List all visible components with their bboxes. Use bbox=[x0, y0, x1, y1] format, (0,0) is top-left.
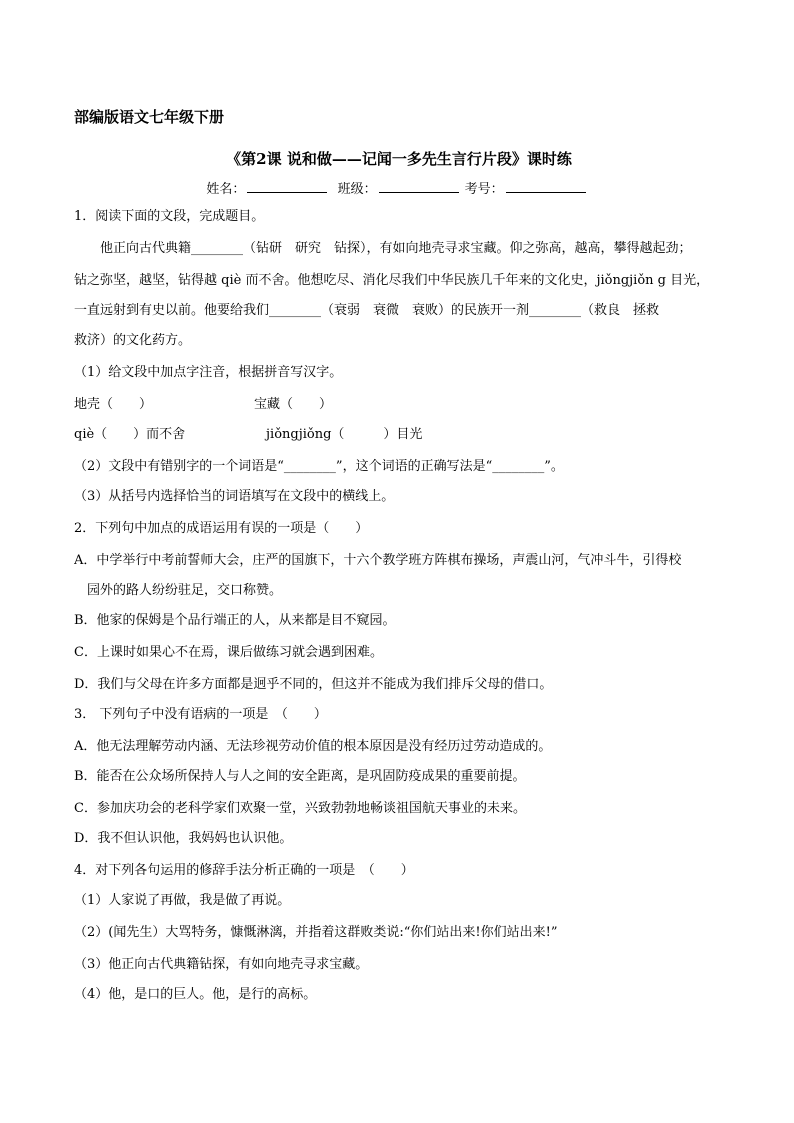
class-label: 班级： bbox=[337, 182, 377, 197]
q1-row2 bbox=[74, 426, 724, 444]
exam-label: 考号： bbox=[464, 182, 504, 197]
q1-sub3: （3）从括号内选择恰当的词语填写在文段中的横线上。 bbox=[74, 489, 395, 504]
q3-stem: 3． 下列句子中没有语病的一项是 （ ） bbox=[74, 707, 327, 722]
row1-left: 地壳（ ） bbox=[74, 397, 153, 412]
q3-option-a: A．他无法理解劳动内涵、无法珍视劳动价值的根本原因是没有经历过劳动造成的。 bbox=[74, 739, 552, 754]
lesson-title: 《第2课 说和做——记闻一多先生言行片段》课时练 bbox=[226, 150, 572, 168]
row2-right: jiǒngjiǒng（ ）目光 bbox=[266, 427, 423, 442]
class-blank[interactable] bbox=[379, 180, 459, 193]
q2-option-d: D．我们与父母在许多方面都是迥乎不同的，但这并不能成为我们排斥父母的借口。 bbox=[74, 677, 553, 692]
q1-passage-line-2: 钻之弥坚，越坚，钻得越 qiè 而不舍。他想吃尽、消化尽我们中华民族几千年来的文化史，jiǒngjiǒn g 目光， bbox=[74, 273, 710, 288]
q1-passage-line-1: 他正向古代典籍________（钻研 研究 钻探），有如向地壳寻求宝藏。仰之弥高，越高，攀得越起劲； bbox=[100, 241, 692, 256]
q2-option-a-line2: 园外的路人纷纷驻足，交口称赞。 bbox=[87, 583, 283, 598]
name-blank[interactable] bbox=[247, 180, 327, 193]
q2-option-a-line1: A．中学举行中考前誓师大会，庄严的国旗下，十六个教学班方阵棋布操场，声震山河，气冲斗牛，引得校 bbox=[74, 553, 682, 568]
q1-passage-line-4: 救济）的文化药方。 bbox=[74, 333, 192, 348]
q2-option-b: B．他家的保姆是个品行端正的人，从来都是目不窥园。 bbox=[74, 613, 396, 628]
q2-stem: 2．下列句中加点的成语运用有误的一项是（ ） bbox=[74, 521, 369, 536]
q4-sentence-4: （4）他，是口的巨人。他，是行的高标。 bbox=[74, 987, 317, 1002]
q1-row1 bbox=[74, 396, 724, 414]
q1-passage-line-3: 一直远射到有史以前。他要给我们________（衰弱 衰微 衰败）的民族开一剂________（救良 拯救 bbox=[74, 303, 660, 318]
q4-stem: 4．对下列各句运用的修辞手法分析正确的一项是 （ ） bbox=[74, 863, 414, 878]
q3-option-b: B．能否在公众场所保持人与人之间的安全距离，是巩固防疫成果的重要前提。 bbox=[74, 769, 526, 784]
row1-right: 宝藏（ ） bbox=[254, 397, 333, 412]
book-header: 部编版语文七年级下册 bbox=[74, 108, 225, 126]
q1-sub1: （1）给文段中加点字注音，根据拼音写汉字。 bbox=[74, 365, 343, 380]
q1-stem: 1．阅读下面的文段，完成题目。 bbox=[74, 209, 265, 224]
q4-sentence-2: （2）(闻先生）大骂特务，慷慨淋漓，并指着这群败类说:“你们站出来!你们站出来!” bbox=[74, 925, 558, 940]
name-label: 姓名： bbox=[206, 182, 246, 197]
q4-sentence-3: （3）他正向古代典籍钻探，有如向地壳寻求宝藏。 bbox=[74, 957, 369, 972]
q4-sentence-1: （1）人家说了再做，我是做了再说。 bbox=[74, 893, 291, 908]
exam-blank[interactable] bbox=[506, 180, 586, 193]
q3-option-d: D．我不但认识他，我妈妈也认识他。 bbox=[74, 831, 293, 846]
row2-left: qiè（ ）而不舍 bbox=[74, 427, 186, 442]
q1-sub2: （2）文段中有错别字的一个词语是“________”，这个词语的正确写法是“________”。 bbox=[74, 459, 564, 474]
q3-option-c: C．参加庆功会的老科学家们欢聚一堂，兴致勃勃地畅谈祖国航天事业的未来。 bbox=[74, 801, 526, 816]
q2-option-c: C．上课时如果心不在焉，课后做练习就会遇到困难。 bbox=[74, 645, 383, 660]
student-info-row bbox=[74, 180, 724, 199]
